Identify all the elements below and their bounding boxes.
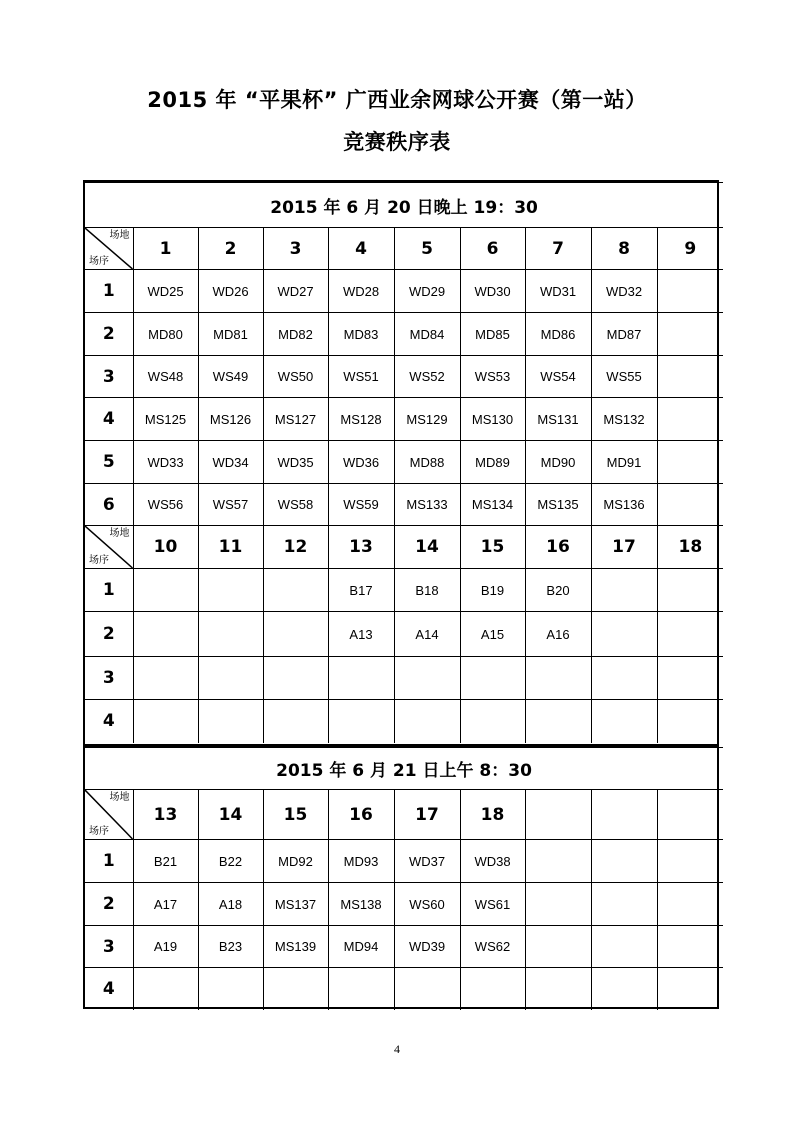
match-cell: MD85: [460, 313, 525, 356]
empty-cell: [263, 968, 328, 1010]
match-cell: MS138: [328, 883, 394, 926]
empty-cell: [591, 700, 657, 743]
empty-cell: [657, 926, 723, 968]
empty-cell: [525, 700, 591, 743]
sequence-number: 4: [85, 968, 133, 1010]
court-number: 17: [591, 526, 657, 569]
match-cell: MS127: [263, 398, 328, 441]
match-cell: A13: [328, 612, 394, 657]
court-number: 12: [263, 526, 328, 569]
court-header-row: [85, 228, 723, 270]
empty-cell: [328, 968, 394, 1010]
empty-cell: [591, 968, 657, 1010]
match-cell: MD84: [394, 313, 460, 356]
match-cell: B17: [328, 569, 394, 612]
match-cell: B19: [460, 569, 525, 612]
banner-row: [85, 183, 723, 228]
court-number: [591, 790, 657, 840]
match-cell: A15: [460, 612, 525, 657]
match-cell: WS50: [263, 356, 328, 398]
match-cell: B18: [394, 569, 460, 612]
schedule-day1: [83, 180, 719, 746]
document-subtitle: 竞赛秩序表: [343, 130, 451, 154]
match-cell: B20: [525, 569, 591, 612]
match-cell: MD86: [525, 313, 591, 356]
court-number: 11: [198, 526, 263, 569]
match-cell: WD31: [525, 270, 591, 313]
empty-cell: [133, 569, 198, 612]
match-cell: MS135: [525, 484, 591, 526]
empty-cell: [460, 700, 525, 743]
match-cell: WD34: [198, 441, 263, 484]
table-row: [85, 441, 723, 484]
empty-cell: [657, 270, 723, 313]
court-number: 13: [133, 790, 198, 840]
empty-cell: [525, 926, 591, 968]
court-number: 17: [394, 790, 460, 840]
empty-cell: [198, 657, 263, 700]
match-cell: MS134: [460, 484, 525, 526]
match-cell: B21: [133, 840, 198, 883]
match-cell: MS128: [328, 398, 394, 441]
court-number: 8: [591, 228, 657, 270]
match-cell: WD27: [263, 270, 328, 313]
empty-cell: [525, 883, 591, 926]
match-cell: WD28: [328, 270, 394, 313]
match-cell: WD25: [133, 270, 198, 313]
match-cell: WD38: [460, 840, 525, 883]
empty-cell: [198, 968, 263, 1010]
empty-cell: [591, 926, 657, 968]
empty-cell: [591, 657, 657, 700]
corner-label-court: 场地: [109, 792, 130, 803]
empty-cell: [657, 612, 723, 657]
match-cell: B23: [198, 926, 263, 968]
table-row: [85, 612, 723, 657]
sequence-number: 2: [85, 883, 133, 926]
match-cell: MS130: [460, 398, 525, 441]
empty-cell: [525, 968, 591, 1010]
empty-cell: [591, 840, 657, 883]
sequence-number: 3: [85, 356, 133, 398]
match-cell: WD35: [263, 441, 328, 484]
empty-cell: [657, 484, 723, 526]
court-number: 18: [460, 790, 525, 840]
empty-cell: [657, 356, 723, 398]
match-cell: A19: [133, 926, 198, 968]
match-cell: MD82: [263, 313, 328, 356]
match-cell: WS61: [460, 883, 525, 926]
empty-cell: [460, 968, 525, 1010]
empty-cell: [198, 700, 263, 743]
match-cell: WS48: [133, 356, 198, 398]
match-cell: WS51: [328, 356, 394, 398]
match-cell: WS60: [394, 883, 460, 926]
empty-cell: [198, 569, 263, 612]
match-cell: MS136: [591, 484, 657, 526]
court-number: 15: [460, 526, 525, 569]
match-cell: WD26: [198, 270, 263, 313]
table-row: [85, 700, 723, 743]
empty-cell: [657, 441, 723, 484]
match-cell: WD30: [460, 270, 525, 313]
table-row: [85, 657, 723, 700]
sequence-number: 3: [85, 657, 133, 700]
court-number: [657, 790, 723, 840]
empty-cell: [657, 313, 723, 356]
schedule-day2: [83, 745, 719, 1009]
court-number: 18: [657, 526, 723, 569]
empty-cell: [263, 700, 328, 743]
match-cell: MD88: [394, 441, 460, 484]
match-cell: MD90: [525, 441, 591, 484]
match-cell: WS57: [198, 484, 263, 526]
schedule-banner: 2015 年 6 月 21 日上午 8：30: [85, 748, 723, 790]
empty-cell: [657, 657, 723, 700]
sequence-number: 1: [85, 569, 133, 612]
match-cell: MS125: [133, 398, 198, 441]
court-number: 10: [133, 526, 198, 569]
corner-label-court: 场地: [109, 528, 130, 539]
corner-label-sequence: 场序: [89, 826, 109, 837]
empty-cell: [133, 700, 198, 743]
sequence-number: 6: [85, 484, 133, 526]
empty-cell: [460, 657, 525, 700]
match-cell: A17: [133, 883, 198, 926]
court-header-row: [85, 526, 723, 569]
corner-label-sequence: 场序: [89, 555, 109, 566]
match-cell: MS131: [525, 398, 591, 441]
court-number: 4: [328, 228, 394, 270]
match-cell: A18: [198, 883, 263, 926]
match-cell: WD33: [133, 441, 198, 484]
match-cell: WS56: [133, 484, 198, 526]
court-number: 6: [460, 228, 525, 270]
empty-cell: [394, 968, 460, 1010]
corner-label-court: 场地: [109, 230, 130, 241]
empty-cell: [591, 612, 657, 657]
court-number: 1: [133, 228, 198, 270]
match-cell: WS53: [460, 356, 525, 398]
match-cell: MD93: [328, 840, 394, 883]
match-cell: MD80: [133, 313, 198, 356]
match-cell: WS62: [460, 926, 525, 968]
page-number: 4: [394, 1042, 400, 1056]
empty-cell: [657, 569, 723, 612]
court-number: 9: [657, 228, 723, 270]
match-cell: MS137: [263, 883, 328, 926]
empty-cell: [591, 883, 657, 926]
court-number: 14: [394, 526, 460, 569]
empty-cell: [657, 840, 723, 883]
empty-cell: [133, 657, 198, 700]
corner-cell: [85, 790, 133, 840]
match-cell: WS58: [263, 484, 328, 526]
match-cell: MD89: [460, 441, 525, 484]
sequence-number: 5: [85, 441, 133, 484]
sequence-number: 4: [85, 398, 133, 441]
schedule-table-day2: [85, 747, 723, 1010]
match-cell: WS54: [525, 356, 591, 398]
empty-cell: [394, 657, 460, 700]
table-row: [85, 840, 723, 883]
table-row: [85, 313, 723, 356]
court-number: 16: [525, 526, 591, 569]
match-cell: WD36: [328, 441, 394, 484]
court-number: 15: [263, 790, 328, 840]
corner-cell: [85, 228, 133, 270]
table-row: [85, 484, 723, 526]
empty-cell: [657, 700, 723, 743]
schedule-table-day1: [85, 182, 723, 743]
match-cell: MS132: [591, 398, 657, 441]
match-cell: MS133: [394, 484, 460, 526]
court-number: [525, 790, 591, 840]
empty-cell: [328, 700, 394, 743]
match-cell: WD39: [394, 926, 460, 968]
court-header-row: [85, 790, 723, 840]
empty-cell: [133, 612, 198, 657]
empty-cell: [263, 612, 328, 657]
corner-cell: [85, 526, 133, 569]
empty-cell: [657, 968, 723, 1010]
match-cell: WS59: [328, 484, 394, 526]
table-row: [85, 398, 723, 441]
match-cell: MD83: [328, 313, 394, 356]
court-number: 2: [198, 228, 263, 270]
empty-cell: [198, 612, 263, 657]
empty-cell: [525, 840, 591, 883]
empty-cell: [133, 968, 198, 1010]
court-number: 5: [394, 228, 460, 270]
empty-cell: [657, 398, 723, 441]
table-row: [85, 883, 723, 926]
match-cell: MD87: [591, 313, 657, 356]
empty-cell: [525, 657, 591, 700]
match-cell: B22: [198, 840, 263, 883]
sequence-number: 3: [85, 926, 133, 968]
empty-cell: [591, 569, 657, 612]
table-row: [85, 926, 723, 968]
match-cell: MD94: [328, 926, 394, 968]
match-cell: WS52: [394, 356, 460, 398]
match-cell: MD81: [198, 313, 263, 356]
empty-cell: [263, 569, 328, 612]
document-title: 2015 年 “平果杯” 广西业余网球公开赛（第一站）: [147, 88, 647, 112]
match-cell: MD91: [591, 441, 657, 484]
sequence-number: 1: [85, 840, 133, 883]
empty-cell: [394, 700, 460, 743]
match-cell: WD37: [394, 840, 460, 883]
court-number: 13: [328, 526, 394, 569]
match-cell: A16: [525, 612, 591, 657]
schedule-banner: 2015 年 6 月 20 日晚上 19：30: [85, 183, 723, 228]
match-cell: MS139: [263, 926, 328, 968]
sequence-number: 4: [85, 700, 133, 743]
match-cell: WD29: [394, 270, 460, 313]
empty-cell: [657, 883, 723, 926]
court-number: 16: [328, 790, 394, 840]
court-number: 14: [198, 790, 263, 840]
match-cell: MD92: [263, 840, 328, 883]
table-row: [85, 569, 723, 612]
sequence-number: 1: [85, 270, 133, 313]
match-cell: A14: [394, 612, 460, 657]
court-number: 7: [525, 228, 591, 270]
table-row: [85, 356, 723, 398]
table-row: [85, 968, 723, 1010]
empty-cell: [263, 657, 328, 700]
match-cell: MS129: [394, 398, 460, 441]
match-cell: MS126: [198, 398, 263, 441]
empty-cell: [328, 657, 394, 700]
banner-row: [85, 748, 723, 790]
match-cell: WS55: [591, 356, 657, 398]
court-number: 3: [263, 228, 328, 270]
table-row: [85, 270, 723, 313]
sequence-number: 2: [85, 313, 133, 356]
match-cell: WD32: [591, 270, 657, 313]
match-cell: WS49: [198, 356, 263, 398]
corner-label-sequence: 场序: [89, 256, 109, 267]
sequence-number: 2: [85, 612, 133, 657]
